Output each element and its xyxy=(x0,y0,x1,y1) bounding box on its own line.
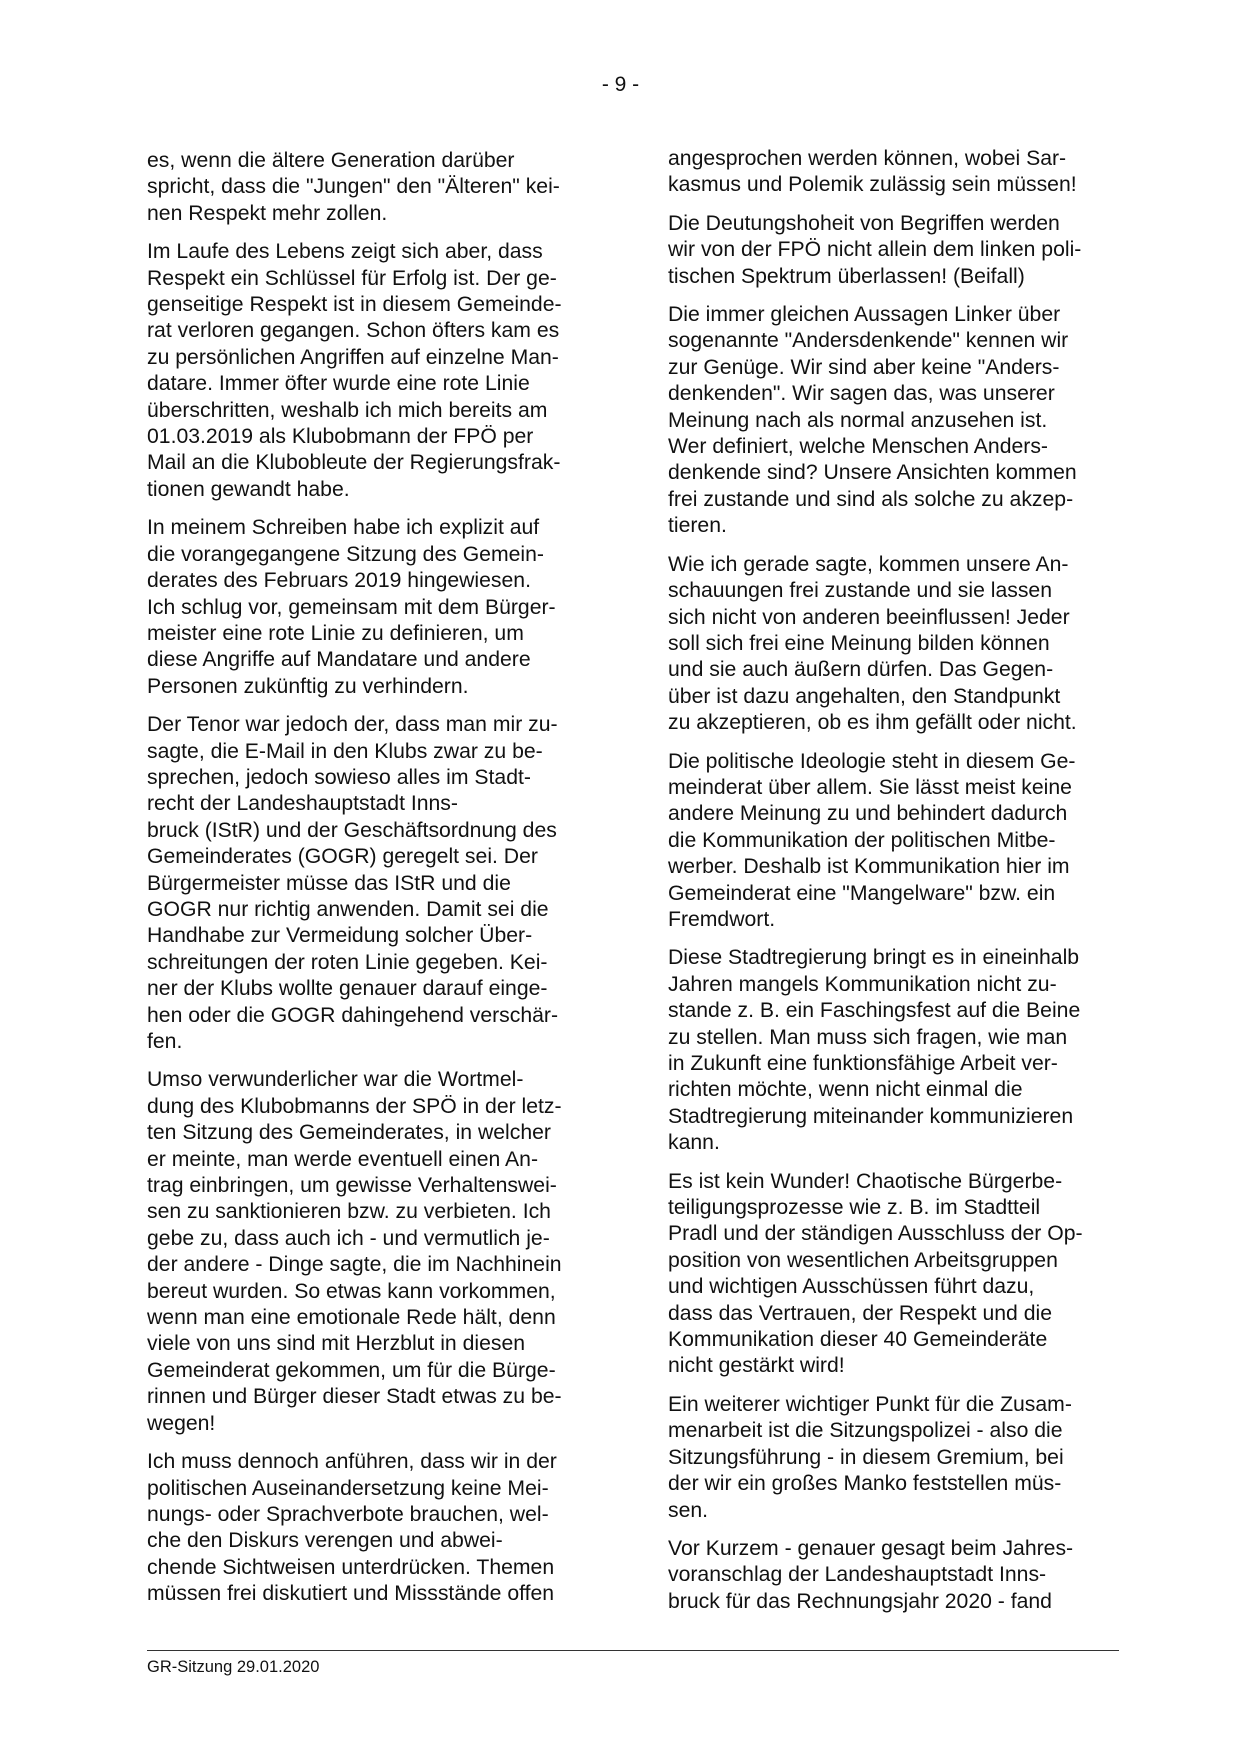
paragraph: Diese Stadtregierung bringt es in eineinhalb Jahren mangels Kommunikation nicht zu- stande z. B. ein Faschingsfest auf die Beine zu stellen. Man muss sich fragen, wie man in Zukunft eine funktionsfähige Arbeit ver- richten möchte, wenn nicht einmal die Stadtregierung miteinander kommunizieren kann. xyxy=(668,946,1081,1155)
paragraph: Die immer gleichen Aussagen Linker über sogenannte "Andersdenkende" kennen wir zur Genüge. Wir sind aber keine "Anders- denkenden". Wir sagen das, was unserer Meinung nach als normal anzusehen ist. Wer definiert, welche Menschen Anders- denkende sind? Unsere Ansichten kommen frei zustande und sind als solche zu akzep- tieren. xyxy=(668,303,1077,538)
left-column xyxy=(147,148,602,1620)
paragraph: Im Laufe des Lebens zeigt sich aber, dass Respekt ein Schlüssel für Erfolg ist. Der ge- genseitige Respekt ist in diesem Gemeinde- rat verloren gegangen. Schon öfters kam es zu persönlichen Angriffen auf einzelne Man- datare. Immer öfter wurde eine rote Linie überschritten, weshalb ich mich bereits am 01.03.2019 als Klubobmann der FPÖ per Mail an die Klubobleute der Regierungsfrak- tionen gewandt habe. xyxy=(147,240,562,501)
paragraph: Es ist kein Wunder! Chaotische Bürgerbe- teiligungsprozesse wie z. B. im Stadtteil Pradl und der ständigen Ausschluss der Op- position von wesentlichen Arbeitsgruppen und wichtigen Ausschüssen führt dazu, dass das Vertrauen, der Respekt und die Kommunikation dieser 40 Gemeinderäte nicht gestärkt wird! xyxy=(668,1169,1083,1378)
right-column xyxy=(668,146,1123,1627)
paragraph: angesprochen werden können, wobei Sar- kasmus und Polemik zulässig sein müssen! xyxy=(668,147,1077,197)
paragraph: Die politische Ideologie steht in diesem Ge- meinderat über allem. Sie lässt meist keine andere Meinung zu und behindert dadurch die Kommunikation der politischen Mitbe- werber. Deshalb ist Kommunikation hier im Gemeinderat eine "Mangelware" bzw. ein Fremdwort. xyxy=(668,749,1076,931)
paragraph: Umso verwunderlicher war die Wortmel- dung des Klubobmanns der SPÖ in der letz- ten Sitzung des Gemeinderates, in welcher er meinte, man werde eventuell einen An- trag einbringen, um gewisse Verhaltenswei- sen zu sanktionieren bzw. zu verbieten. Ich gebe zu, dass auch ich - und vermutlich je- der andere - Dinge sagte, die im Nachhinein bereut wurden. So etwas kann vorkommen, wenn man eine emotionale Rede hält, denn viele von uns sind mit Herzblut in diesen Gemeinderat gekommen, um für die Bürge- rinnen und Bürger dieser Stadt etwas zu be- wegen! xyxy=(147,1068,562,1435)
page-number: - 9 - xyxy=(601,73,640,96)
footer-divider xyxy=(147,1650,1119,1651)
paragraph: Wie ich gerade sagte, kommen unsere An- schauungen frei zustande und sie lassen sich nicht von anderen beeinflussen! Jeder soll sich frei eine Meinung bilden können und sie auch äußern dürfen. Das Gegen- über ist dazu angehalten, den Standpunkt zu akzeptieren, ob es ihm gefällt oder nicht. xyxy=(668,552,1077,735)
paragraph: Ich muss dennoch anführen, dass wir in der politischen Auseinandersetzung keine Mei- nungs- oder Sprachverbote brauchen, wel- che den Diskurs verengen und abwei- chende Sichtweisen unterdrücken. Themen müssen frei diskutiert und Missstände offen xyxy=(147,1450,557,1606)
paragraph: es, wenn die ältere Generation darüber spricht, dass die "Jungen" den "Älteren" kei- nen Respekt mehr zollen. xyxy=(147,149,560,225)
footer-session-date: GR-Sitzung 29.01.2020 xyxy=(147,1658,320,1676)
paragraph: Ein weiterer wichtiger Punkt für die Zusam- menarbeit ist die Sitzungspolizei - also die Sitzungsführung - in diesem Gremium, bei der wir ein großes Manko feststellen müs- sen. xyxy=(668,1392,1072,1522)
paragraph: In meinem Schreiben habe ich explizit auf die vorangegangene Sitzung des Gemein- derates des Februars 2019 hingewiesen. Ich schlug vor, gemeinsam mit dem Bürger- meister eine rote Linie zu definieren, um diese Angriffe auf Mandatare und andere Personen zukünftig zu verhindern. xyxy=(147,516,556,698)
paragraph: Der Tenor war jedoch der, dass man mir zu- sagte, die E-Mail in den Klubs zwar zu be- sprechen, jedoch sowieso alles im Stadt- recht der Landeshauptstadt Inns- bruck (IStR) und der Geschäftsordnung des Gemeinderates (GOGR) geregelt sei. Der Bürgermeister müsse das IStR und die GOGR nur richtig anwenden. Damit sei die Handhabe zur Vermeidung solcher Über- schreitungen der roten Linie gegeben. Kei- ner der Klubs wollte genauer darauf einge- hen oder die GOGR dahingehend verschär- fen. xyxy=(147,713,559,1053)
paragraph: Vor Kurzem - genauer gesagt beim Jahres- voranschlag der Landeshauptstadt Inns- bruck für das Rechnungsjahr 2020 - fand xyxy=(668,1536,1074,1613)
paragraph: Die Deutungshoheit von Begriffen werden wir von der FPÖ nicht allein dem linken poli- tischen Spektrum überlassen! (Beifall) xyxy=(668,211,1082,288)
